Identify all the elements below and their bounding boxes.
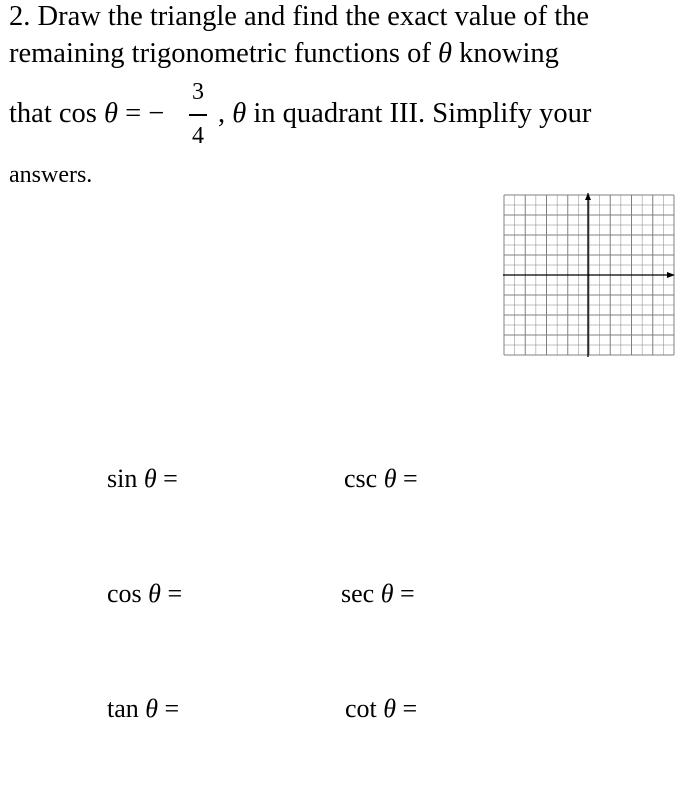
problem-line-3-rest bbox=[218, 100, 591, 129]
coordinate-grid[interactable] bbox=[503, 193, 677, 357]
problem-text-1: 2. Draw the triangle and find the exact value of the bbox=[9, 1, 590, 32]
problem-line-4 bbox=[9, 163, 92, 187]
problem-text-4: answers. bbox=[9, 162, 93, 188]
problem-text-2a: remaining trigonometric functions of bbox=[9, 38, 438, 69]
problem-text-3c: in quadrant III. Simplify your bbox=[246, 98, 592, 129]
sin-label bbox=[107, 466, 178, 492]
theta-symbol: θ bbox=[145, 694, 159, 723]
equals-minus: = − bbox=[117, 98, 165, 129]
equals: = bbox=[158, 694, 180, 723]
fn-name: csc bbox=[344, 464, 378, 493]
theta-symbol: θ bbox=[103, 98, 118, 129]
tan-label bbox=[107, 696, 179, 722]
theta-symbol: θ bbox=[380, 579, 394, 608]
problem-line-1 bbox=[9, 3, 589, 32]
equals: = bbox=[396, 694, 418, 723]
fraction-denominator: 4 bbox=[192, 123, 204, 149]
problem-line-3 bbox=[9, 100, 164, 129]
theta-symbol: θ bbox=[148, 579, 161, 608]
csc-label bbox=[344, 466, 418, 492]
theta-symbol: θ bbox=[232, 98, 247, 129]
theta-symbol: θ bbox=[383, 464, 397, 493]
problem-line-2 bbox=[9, 40, 559, 69]
problem-text-2b: knowing bbox=[451, 38, 559, 69]
equals: = bbox=[396, 464, 418, 493]
fraction-bar bbox=[189, 114, 207, 116]
fn-name: cos bbox=[107, 579, 142, 608]
fn-name: sec bbox=[341, 579, 375, 608]
equals: = bbox=[160, 579, 183, 608]
comma: , bbox=[218, 98, 226, 129]
theta-symbol: θ bbox=[383, 694, 397, 723]
sec-label bbox=[341, 581, 415, 607]
cos-label bbox=[107, 581, 182, 607]
fn-name: sin bbox=[107, 464, 138, 493]
equals: = bbox=[393, 579, 415, 608]
problem-text-3a: that cos bbox=[9, 98, 97, 129]
theta-symbol: θ bbox=[143, 464, 157, 493]
equals: = bbox=[156, 464, 178, 493]
fn-name: cot bbox=[345, 694, 377, 723]
y-axis-arrow bbox=[585, 193, 591, 200]
fn-name: tan bbox=[107, 694, 139, 723]
theta-symbol: θ bbox=[437, 38, 452, 69]
cot-label bbox=[345, 696, 417, 722]
fraction-numerator: 3 bbox=[192, 79, 204, 105]
